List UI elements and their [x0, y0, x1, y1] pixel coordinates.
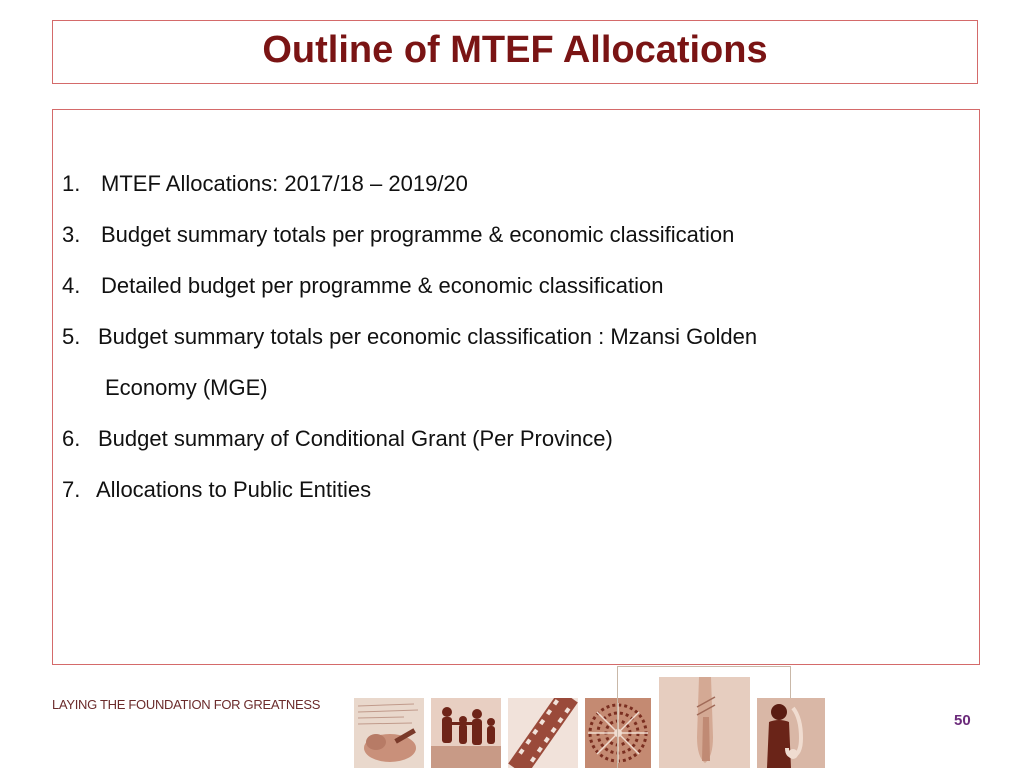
saxophone-player-photo: [757, 698, 825, 768]
outline-item-5: [62, 324, 757, 350]
outline-item-number: 3.: [62, 222, 81, 247]
outline-item-text: Budget summary of Conditional Grant (Per Province): [98, 426, 613, 451]
slide-title: Outline of MTEF Allocations: [262, 28, 768, 71]
outline-item-number: 1.: [62, 171, 81, 196]
page-number: 50: [954, 712, 971, 729]
outline-item-number: 6.: [62, 426, 81, 451]
outline-item-number: 7.: [62, 477, 81, 502]
outline-item-4: [62, 273, 664, 299]
footer-slogan: LAYING THE FOUNDATION FOR GREATNESS: [52, 697, 321, 712]
outline-item-text: Economy (MGE): [105, 375, 268, 400]
outline-item-text: Allocations to Public Entities: [96, 477, 372, 502]
outline-item-text: Budget summary totals per programme & economic classification: [101, 222, 735, 247]
outline-item-number: 4.: [62, 273, 81, 298]
outline-item-7: [62, 477, 371, 503]
outline-item-number: 5.: [62, 324, 81, 349]
ballet-shoes-photo: [659, 677, 750, 768]
slide-title-box: [52, 20, 978, 84]
outline-item-text: Budget summary totals per economic classification : Mzansi Golden: [98, 324, 758, 349]
outline-item-text: Detailed budget per programme & economic classification: [101, 273, 664, 298]
outline-item-5-continuation: [105, 375, 268, 401]
outline-item-text: MTEF Allocations: 2017/18 – 2019/20: [101, 171, 468, 196]
family-silhouette-photo: [431, 698, 501, 768]
outline-item-1: [62, 171, 468, 197]
handwriting-photo: [354, 698, 424, 768]
outline-item-3: [62, 222, 734, 248]
film-reel-photo: [508, 698, 578, 768]
outline-item-6: [62, 426, 613, 452]
